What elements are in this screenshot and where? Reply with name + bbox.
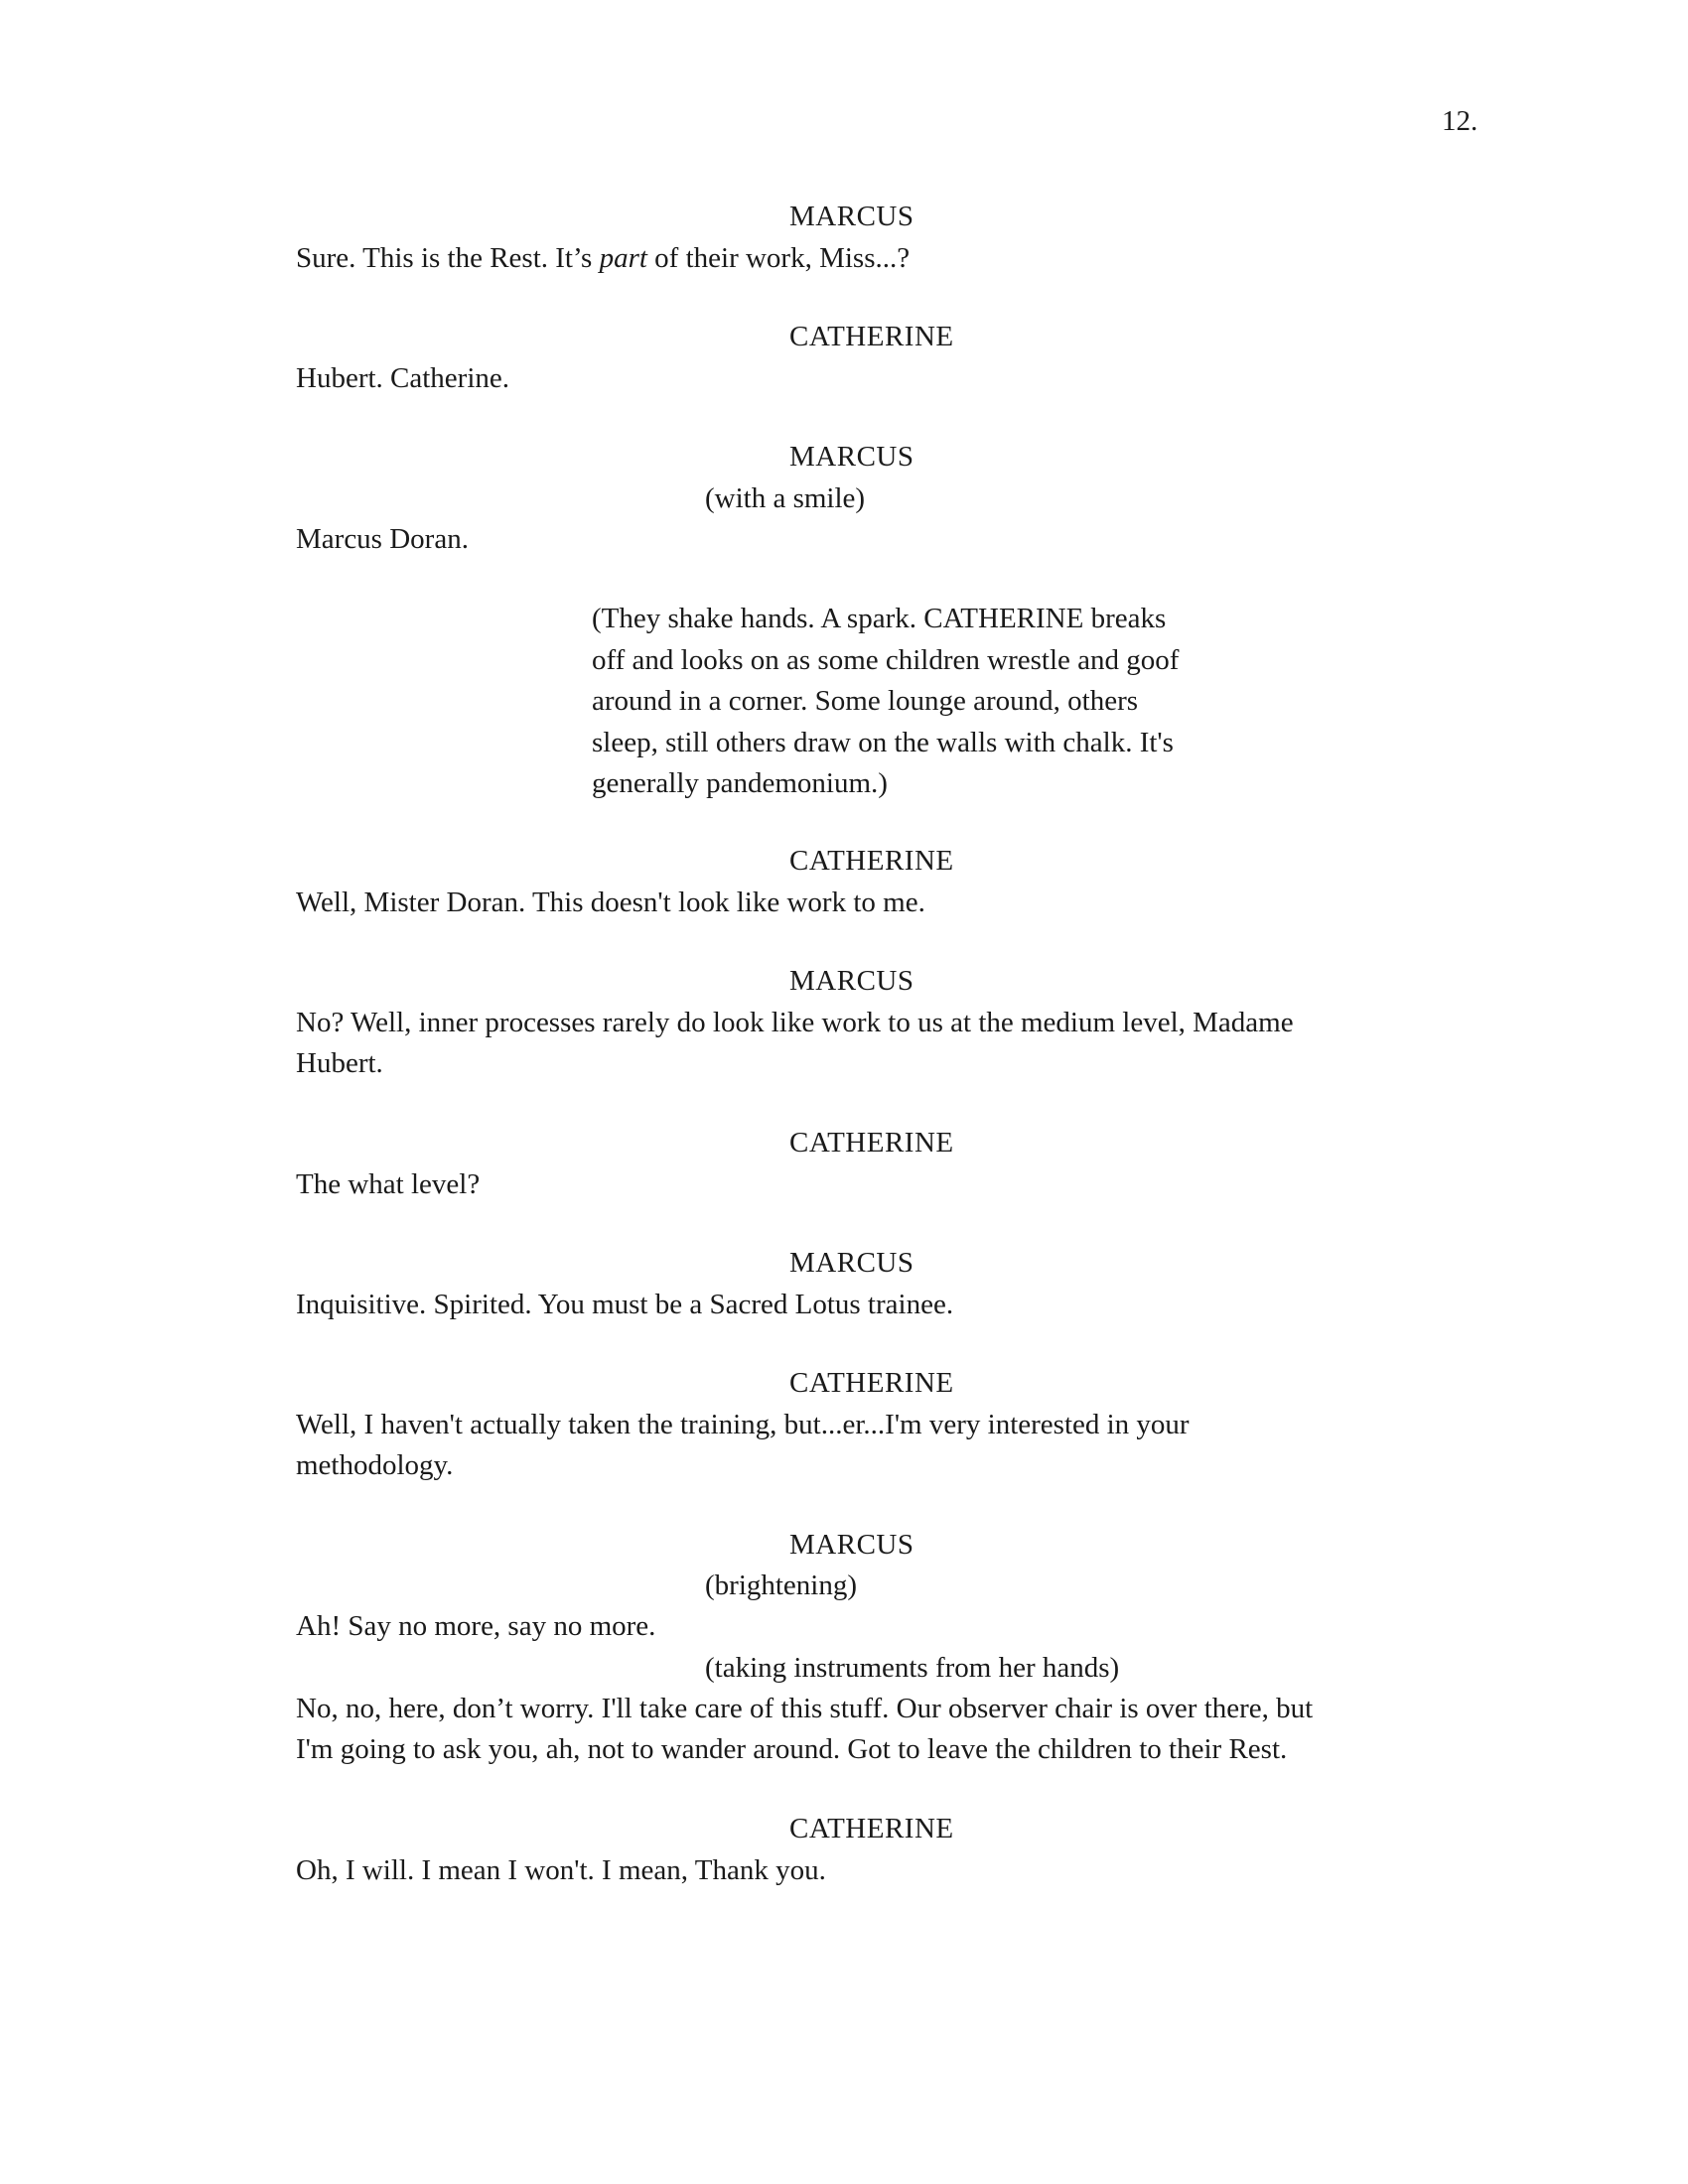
action-line: off and looks on as some children wrestle and goof — [592, 644, 1180, 676]
dialogue-line — [296, 237, 910, 279]
dialogue-line: Hubert. — [296, 1047, 383, 1079]
parenthetical: (brightening) — [705, 1570, 858, 1601]
action-line: sleep, still others draw on the walls with chalk. It's — [592, 727, 1174, 758]
character-name: CATHERINE — [789, 1813, 954, 1844]
character-name: MARCUS — [789, 1247, 914, 1279]
page-number: 12. — [1442, 105, 1478, 137]
parenthetical: (with a smile) — [705, 482, 866, 514]
dialogue-line: Well, I haven't actually taken the training, but...er...I'm very interested in your — [296, 1409, 1190, 1440]
dialogue-line: No? Well, inner processes rarely do look like work to us at the medium level, Madame — [296, 1007, 1294, 1038]
character-name: MARCUS — [789, 441, 914, 473]
dialogue-line: methodology. — [296, 1449, 454, 1481]
character-name: MARCUS — [789, 965, 914, 997]
character-name: CATHERINE — [789, 845, 954, 877]
character-name: CATHERINE — [789, 1127, 954, 1159]
dialogue-line: Hubert. Catherine. — [296, 362, 510, 394]
character-name: CATHERINE — [789, 1367, 954, 1399]
character-name: CATHERINE — [789, 321, 954, 352]
dialogue-line: The what level? — [296, 1168, 481, 1200]
action-line: around in a corner. Some lounge around, others — [592, 685, 1139, 717]
dialogue-line: No, no, here, don’t worry. I'll take care of this stuff. Our observer chair is over there, but — [296, 1693, 1314, 1724]
dialogue-line: Inquisitive. Spirited. You must be a Sacred Lotus trainee. — [296, 1289, 954, 1320]
action-line: (They shake hands. A spark. CATHERINE breaks — [592, 603, 1167, 634]
dialogue-text: Sure. This is the Rest. It’s — [296, 242, 600, 274]
parenthetical: (taking instruments from her hands) — [705, 1652, 1120, 1684]
dialogue-line: I'm going to ask you, ah, not to wander around. Got to leave the children to their Rest. — [296, 1733, 1288, 1765]
character-name: MARCUS — [789, 201, 914, 232]
dialogue-line: Well, Mister Doran. This doesn't look like work to me. — [296, 887, 925, 918]
dialogue-line: Ah! Say no more, say no more. — [296, 1610, 656, 1642]
dialogue-text: of their work, Miss...? — [646, 242, 911, 274]
character-name: MARCUS — [789, 1529, 914, 1561]
dialogue-line: Marcus Doran. — [296, 523, 469, 555]
dialogue-emphasis: part — [599, 242, 647, 274]
action-line: generally pandemonium.) — [592, 767, 888, 799]
dialogue-line: Oh, I will. I mean I won't. I mean, Thank you. — [296, 1854, 826, 1886]
